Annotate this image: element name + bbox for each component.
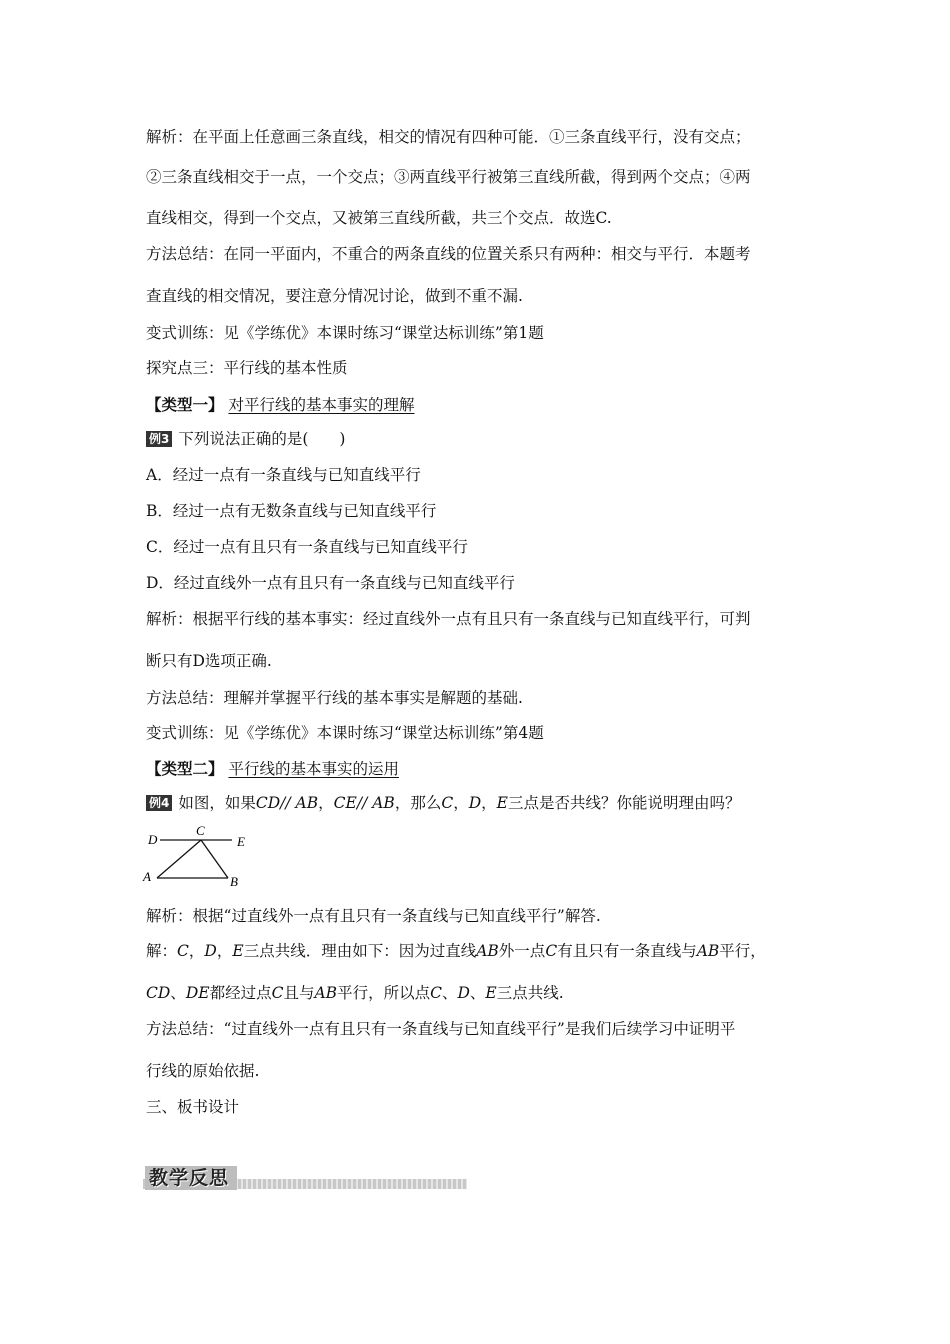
example-3-text: 下列说法正确的是( )	[178, 430, 346, 448]
geometry-figure	[140, 822, 260, 892]
summary-line-1: 方法总结：在同一平面内，不重合的两条直线的位置关系只有两种：相交与平行．本题考	[146, 245, 751, 263]
var-e: E	[485, 984, 497, 1002]
punct: 、	[170, 984, 186, 1002]
section-heading: 探究点三：平行线的基本性质	[146, 359, 348, 377]
solution-text: 都经过点	[209, 984, 272, 1002]
teaching-reflection-header	[143, 1166, 467, 1190]
solution-text: 平行，	[719, 942, 766, 960]
analysis-line-3: 直线相交，得到一个交点，又被第三直线所截，共三个交点．故选C.	[146, 209, 612, 227]
type2-title: 平行线的基本事实的运用	[228, 760, 399, 778]
summary-3-line-1: 方法总结：“过直线外一点有且只有一条直线与已知直线平行”是我们后续学习中证明平	[146, 1020, 736, 1038]
punct: ，	[453, 794, 469, 812]
type1-title: 对平行线的基本事实的理解	[228, 396, 415, 414]
punct: ，	[216, 942, 233, 960]
type1-heading	[146, 394, 414, 416]
punct: 、	[469, 984, 486, 1002]
option-c: C．经过一点有且只有一条直线与已知直线平行	[146, 538, 468, 556]
type1-label: 【类型一】	[146, 395, 224, 414]
solution-text: 外一点	[498, 942, 546, 960]
example-4-badge: 例4	[146, 795, 172, 811]
var-ab: AB	[696, 942, 720, 960]
analysis-line-2: ②三条直线相交于一点，一个交点；③两直线平行被第三直线所截，得到两个交点；④两	[146, 168, 751, 186]
var-ce: CE	[333, 794, 357, 812]
label-e: E	[237, 834, 245, 849]
line-ac	[157, 840, 201, 878]
example-4-suffix: 三点是否共线？你能说明理由吗？	[508, 794, 741, 812]
type2-heading	[146, 758, 399, 780]
label-b: B	[230, 874, 238, 889]
analysis-3: 解析：根据“过直线外一点有且只有一条直线与已知直线平行”解答.	[146, 907, 601, 925]
summary-2: 方法总结：理解并掌握平行线的基本事实是解题的基础.	[146, 689, 523, 707]
solution-text: 有且只有一条直线与	[557, 942, 697, 960]
example-4-mid: ，那么	[394, 794, 442, 812]
teaching-reflection-title: 教学反思	[145, 1166, 237, 1190]
label-c: C	[196, 823, 205, 838]
example-3	[146, 428, 345, 450]
var-e: E	[232, 942, 244, 960]
parallel-sign: //	[356, 794, 373, 812]
var-de: DE	[185, 984, 210, 1002]
var-ab: AB	[295, 794, 319, 812]
example-4-prefix: 如图，如果	[178, 794, 256, 812]
var-ab: AB	[476, 942, 499, 960]
summary-line-2: 查直线的相交情况，要注意分情况讨论，做到不重不漏.	[146, 287, 523, 305]
solution-text: 且与	[283, 984, 315, 1002]
var-ab: AB	[372, 794, 395, 812]
var-cd: CD	[255, 794, 281, 812]
var-c: C	[441, 794, 454, 812]
practice-line-2: 变式训练：见《学练优》本课时练习“课堂达标训练”第4题	[146, 724, 544, 742]
analysis-2-line-1: 解析：根据平行线的基本事实：经过直线外一点有且只有一条直线与已知直线平行，可判	[146, 610, 751, 628]
var-c: C	[271, 984, 284, 1002]
var-d: D	[204, 942, 217, 960]
solution-line-2	[146, 982, 564, 1004]
example-3-badge: 例3	[146, 431, 172, 447]
var-c: C	[430, 984, 442, 1002]
label-a: A	[143, 869, 151, 884]
var-d: D	[457, 984, 470, 1002]
practice-line-1: 变式训练：见《学练优》本课时练习“课堂达标训练”第1题	[146, 324, 544, 342]
var-d: D	[468, 794, 482, 812]
punct: ，	[481, 794, 497, 812]
board-design-heading: 三、板书设计	[146, 1098, 240, 1116]
option-a: A．经过一点有一条直线与已知直线平行	[146, 466, 421, 484]
solution-text: 三点共线.	[496, 984, 564, 1002]
solution-prefix: 解：	[146, 942, 178, 960]
solution-text: 平行，所以点	[337, 984, 431, 1002]
var-c: C	[177, 942, 189, 960]
var-cd: CD	[146, 984, 171, 1002]
punct: 、	[441, 984, 458, 1002]
analysis-line-1: 解析：在平面上任意画三条直线，相交的情况有四种可能．①三条直线平行，没有交点；	[146, 128, 751, 146]
type2-label: 【类型二】	[146, 759, 224, 778]
punct: ，	[318, 794, 334, 812]
option-d: D．经过直线外一点有且只有一条直线与已知直线平行	[146, 574, 515, 592]
line-cb	[201, 840, 228, 878]
summary-3-line-2: 行线的原始依据.	[146, 1062, 260, 1080]
label-d: D	[148, 832, 158, 847]
var-e: E	[496, 794, 508, 812]
option-b: B．经过一点有无数条直线与已知直线平行	[146, 502, 437, 520]
solution-line-1	[146, 940, 766, 962]
var-c: C	[545, 942, 558, 960]
punct: ，	[188, 942, 205, 960]
solution-text: 三点共线．理由如下：因为过直线	[243, 942, 477, 960]
example-4	[146, 792, 741, 814]
parallel-sign: //	[280, 794, 296, 812]
analysis-2-line-2: 断只有D选项正确.	[146, 652, 272, 670]
var-ab: AB	[314, 984, 338, 1002]
